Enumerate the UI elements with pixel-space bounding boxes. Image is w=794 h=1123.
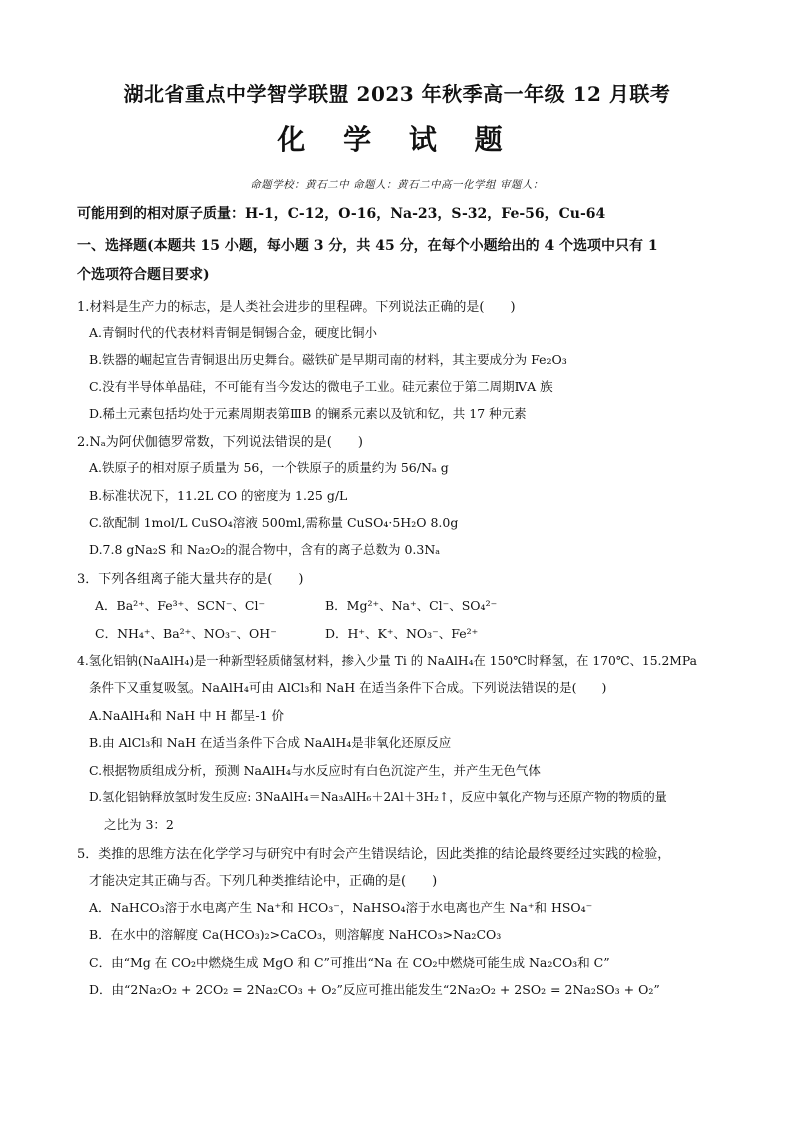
question-3-option-c: C．NH₄⁺、Ba²⁺、NO₃⁻、OH⁻ <box>95 626 277 641</box>
question-4-stem-line1: 4.氢化铝钠(NaAlH₄)是一种新型轻质储氢材料，掺入少量 Ti 的 NaAlH₄在 150℃时释氢，在 170℃、15.2MPa <box>77 654 697 668</box>
subject-title: 化 学 试 题 <box>277 123 517 156</box>
question-1-option-b: B.铁器的崛起宣告青铜退出历史舞台。磁铁矿是早期司南的材料，其主要成分为 Fe₂O₃ <box>89 352 567 367</box>
question-2-option-b: B.标准状况下，11.2L CO 的密度为 1.25 g/L <box>89 488 348 503</box>
exam-title: 湖北省重点中学智学联盟 2023 年秋季高一年级 12 月联考 <box>123 82 671 106</box>
question-3-stem: 3．下列各组离子能大量共存的是( ) <box>77 572 304 587</box>
question-4-option-b: B.由 AlCl₃和 NaH 在适当条件下合成 NaAlH₄是非氧化还原反应 <box>89 735 452 750</box>
question-5-option-d: D．由“2Na₂O₂ + 2CO₂ = 2Na₂CO₃ + O₂”反应可推出能发生“2Na₂O₂ + 2SO₂ = 2Na₂SO₃ + O₂” <box>89 982 660 997</box>
question-1-stem: 1.材料是生产力的标志，是人类社会进步的里程碑。下列说法正确的是( ) <box>77 300 516 315</box>
question-2-option-c: C.欲配制 1mol/L CuSO₄溶液 500ml,需称量 CuSO₄·5H₂O 8.0g <box>89 515 459 530</box>
atomic-masses: 可能用到的相对原子质量：H-1，C-12，O-16，Na-23，S-32，Fe-56，Cu-64 <box>77 206 606 222</box>
question-1-option-d: D.稀土元素包括均处于元素周期表第ⅢB 的镧系元素以及钪和钇，共 17 种元素 <box>89 406 527 421</box>
section-heading-line1: 一、选择题(本题共 15 小题，每小题 3 分，共 45 分，在每个小题给出的 4 个选项中只有 1 <box>77 238 658 254</box>
question-3-option-d: D．H⁺、K⁺、NO₃⁻、Fe²⁺ <box>325 626 479 641</box>
question-5-option-c: C．由“Mg 在 CO₂中燃烧生成 MgO 和 C”可推出“Na 在 CO₂中燃烧可能生成 Na₂CO₃和 C” <box>89 955 610 970</box>
question-1-option-a: A.青铜时代的代表材料青铜是铜锡合金，硬度比铜小 <box>89 325 378 340</box>
question-4-option-a: A.NaAlH₄和 NaH 中 H 都呈-1 价 <box>89 708 285 723</box>
question-2-option-a: A.铁原子的相对原子质量为 56，一个铁原子的质量约为 56/Nₐ g <box>89 460 449 475</box>
question-5-option-a: A．NaHCO₃溶于水电离产生 Na⁺和 HCO₃⁻，NaHSO₄溶于水电离也产生 Na⁺和 HSO₄⁻ <box>89 900 593 915</box>
section-heading-line2: 个选项符合题目要求) <box>77 267 210 283</box>
question-5-option-b: B．在水中的溶解度 Ca(HCO₃)₂>CaCO₃，则溶解度 NaHCO₃>Na₂CO₃ <box>89 927 502 942</box>
question-2-stem: 2.Nₐ为阿伏伽德罗常数，下列说法错误的是( ) <box>77 435 363 450</box>
authors-line: 命题学校：黄石二中 命题人：黄石二中高一化学组 审题人： <box>250 179 544 191</box>
question-4-stem-line2: 条件下又重复吸氢。NaAlH₄可由 AlCl₃和 NaH 在适当条件下合成。下列说法错误的是( ) <box>89 680 607 695</box>
question-4-option-c: C.根据物质组成分析，预测 NaAlH₄与水反应时有白色沉淀产生，并产生无色气体 <box>89 763 541 778</box>
question-1-option-c: C.没有半导体单晶硅，不可能有当今发达的微电子工业。硅元素位于第二周期ⅣA 族 <box>89 379 553 394</box>
question-5-stem-line1: 5．类推的思维方法在化学学习与研究中有时会产生错误结论，因此类推的结论最终要经过实践的检验， <box>77 847 671 862</box>
question-4-option-d-continued: 之比为 3：2 <box>104 817 174 832</box>
question-3-option-b: B．Mg²⁺、Na⁺、Cl⁻、SO₄²⁻ <box>325 598 498 613</box>
question-2-option-d: D.7.8 gNa₂S 和 Na₂O₂的混合物中，含有的离子总数为 0.3Nₐ <box>89 542 441 557</box>
question-5-stem-line2: 才能决定其正确与否。下列几种类推结论中，正确的是( ) <box>89 874 438 889</box>
question-3-option-a: A．Ba²⁺、Fe³⁺、SCN⁻、Cl⁻ <box>95 598 266 613</box>
question-4-option-d: D.氢化铝钠释放氢时发生反应: 3NaAlH₄＝Na₃AlH₆＋2Al＋3H₂↑，反应中氧化产物与还原产物的物质的量 <box>89 790 667 804</box>
